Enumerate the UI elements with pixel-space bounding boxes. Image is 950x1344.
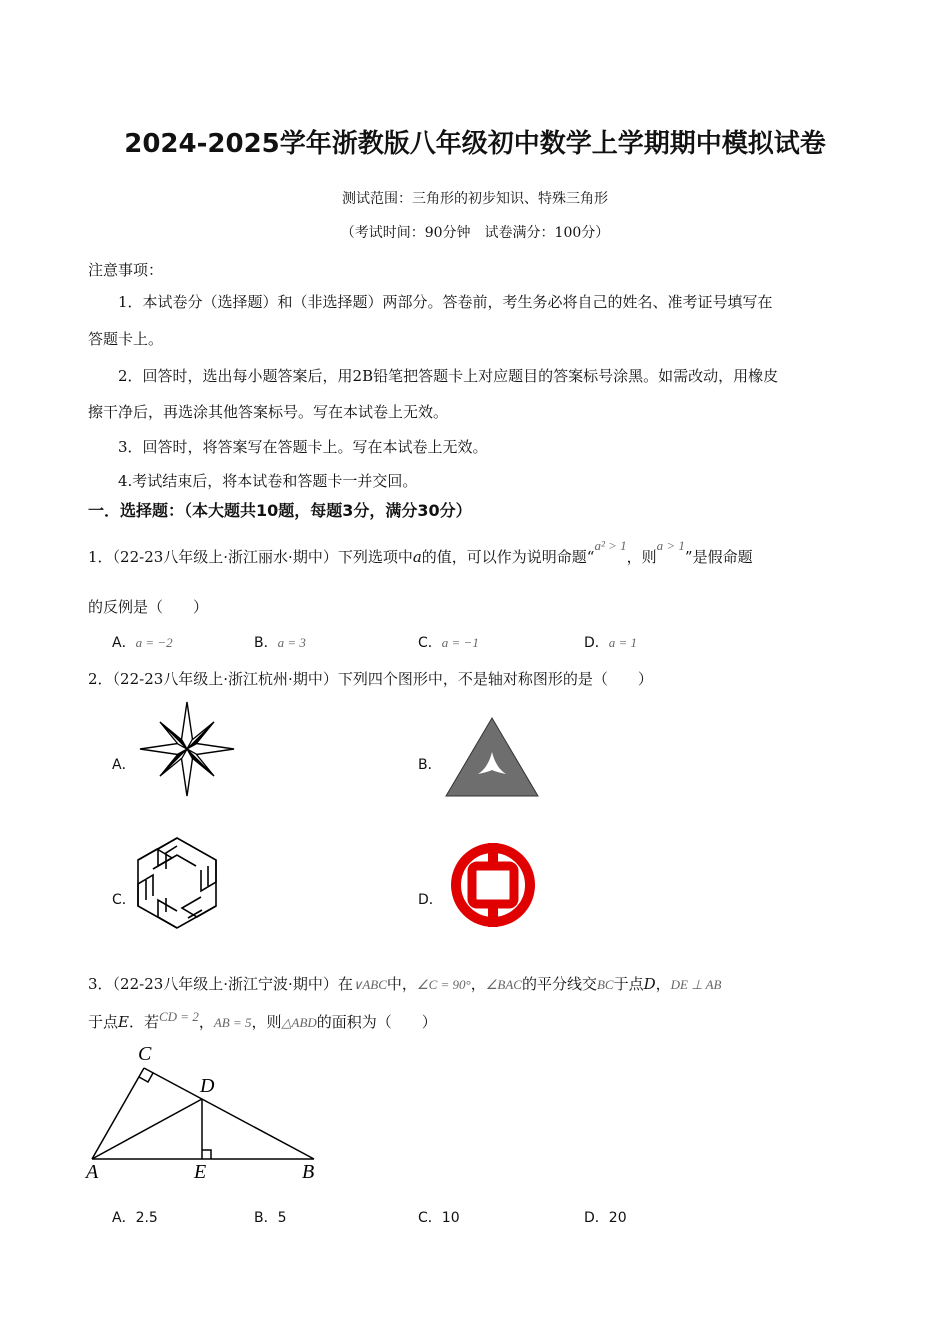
label-d: D [200, 1075, 215, 1097]
q1-option-c[interactable] [418, 632, 479, 652]
q3-option-c-label: C． [418, 1210, 442, 1226]
q3-option-b-value: 5 [277, 1210, 287, 1226]
q1-option-d[interactable] [584, 632, 637, 652]
q1-option-b[interactable] [254, 632, 306, 652]
triangle-figure [444, 716, 540, 798]
hexagon-spiral-figure [136, 836, 218, 930]
question-3-math-4: BC [596, 977, 614, 992]
question-1-math-1: a² > 1 [594, 538, 627, 553]
notes-heading: 注意事项： [88, 261, 164, 279]
question-3-math-5: DE ⊥ AB [670, 977, 722, 992]
question-1-text: （22-23八年级上·浙江丽水·期中）下列选项中 [112, 548, 413, 566]
q3-option-d[interactable] [584, 1207, 627, 1227]
question-3-text-9: ， [198, 1013, 214, 1031]
label-a: A [86, 1161, 99, 1182]
question-3-text-2: 中， [386, 975, 417, 993]
q2-option-c-label[interactable]: C． [112, 892, 136, 908]
question-3-math-2: ∠C = 90° [416, 977, 471, 992]
q1-option-c-label: C． [418, 635, 442, 651]
q3-option-d-value: 20 [608, 1210, 627, 1226]
label-b: B [302, 1161, 315, 1182]
q3-option-a-value: 2.5 [135, 1210, 158, 1226]
q2-option-b-label[interactable]: B． [418, 757, 442, 773]
q2-option-d-label[interactable]: D． [418, 892, 443, 908]
question-1-text-2: 的值，可以作为说明命题“ [421, 548, 595, 566]
note-1-line-1: 1．本试卷分（选择题）和（非选择题）两部分。答卷前，考生务必将自己的姓名、准考证号填写在 [118, 293, 773, 311]
page-title: 2024-2025学年浙教版八年级初中数学上学期期中模拟试卷 [124, 129, 826, 159]
question-3-math-3: ∠BAC [485, 977, 522, 992]
question-3-math-8: △ABD [281, 1015, 317, 1030]
question-1-math-2: a > 1 [656, 538, 685, 553]
question-1-line-2: 的反例是（ ） [88, 598, 209, 616]
question-3-text-7: 于点 [88, 1013, 119, 1031]
note-2-line-2: 擦干净后，再选涂其他答案标号。写在本试卷上无效。 [88, 403, 449, 421]
question-1-var-a: a [412, 548, 422, 566]
question-3-text-5: 于点 [613, 975, 644, 993]
q1-option-c-value: a = −1 [441, 635, 479, 650]
q1-option-d-label: D． [584, 635, 609, 651]
label-c: C [138, 1043, 152, 1065]
q3-option-d-label: D． [584, 1210, 609, 1226]
test-scope: 测试范围：三角形的初步知识、特殊三角形 [342, 191, 608, 207]
q2-option-a-label[interactable]: A． [112, 757, 136, 773]
question-3-text-8: ．若 [128, 1013, 159, 1031]
question-3-text-10: ，则 [251, 1013, 282, 1031]
right-angle-mark-e [202, 1150, 211, 1159]
q1-option-a[interactable] [112, 632, 173, 652]
question-3-math-6: CD = 2 [158, 1009, 199, 1024]
q3-option-c[interactable] [418, 1207, 460, 1227]
note-3: 3．回答时，将答案写在答题卡上。写在本试卷上无效。 [118, 438, 488, 456]
side-cb [144, 1068, 314, 1159]
q3-option-a-label: A． [112, 1210, 136, 1226]
compass-star-figure [138, 700, 236, 798]
q1-option-b-label: B． [254, 635, 278, 651]
q3-option-c-value: 10 [441, 1210, 460, 1226]
note-2-line-1: 2．回答时，选出每小题答案后，用2B铅笔把答题卡上对应题目的答案标号涂黑。如需改动，用橡皮 [118, 367, 779, 385]
question-2-text: （22-23八年级上·浙江杭州·期中）下列四个图形中，不是轴对称图形的是（ ） [112, 670, 653, 688]
question-1-number: 1． [88, 548, 113, 566]
q3-option-b[interactable] [254, 1207, 287, 1227]
question-3-line-2 [88, 1011, 437, 1032]
q3-option-b-label: B． [254, 1210, 278, 1226]
question-3-math-7: AB = 5 [213, 1015, 252, 1030]
question-1-text-4: ”是假命题 [684, 548, 753, 566]
q1-option-a-label: A． [112, 635, 136, 651]
question-3-text-1: （22-23八年级上·浙江宁波·期中）在 [112, 975, 353, 993]
q1-option-d-value: a = 1 [608, 635, 638, 650]
section-1-heading: 一．选择题：（本大题共10题，每题3分，满分30分） [88, 501, 472, 520]
question-3-text-6: ， [655, 975, 671, 993]
question-3-text-4: 的平分线交 [521, 975, 597, 993]
question-3-number: 3． [88, 975, 113, 993]
time-and-score: （考试时间：90分钟 试卷满分：100分） [340, 225, 610, 241]
q3-option-a[interactable] [112, 1207, 158, 1227]
question-3-line-1 [88, 973, 721, 994]
question-3-var-e: E [118, 1013, 129, 1031]
question-2-line [88, 668, 653, 689]
question-2-number: 2． [88, 670, 113, 688]
question-3-var-d: D [643, 975, 656, 993]
q1-option-b-value: a = 3 [277, 635, 306, 650]
note-4: 4.考试结束后，将本试卷和答题卡一并交回。 [118, 472, 418, 490]
triangle-abc-diagram [84, 1040, 324, 1182]
question-3-math-1: ∨ABC [352, 977, 387, 992]
question-1-line-1 [88, 538, 753, 567]
question-3-text-11: 的面积为（ ） [316, 1013, 437, 1031]
label-e: E [194, 1161, 207, 1182]
bank-of-china-logo-figure [447, 839, 539, 931]
question-1-text-3: ，则 [626, 548, 657, 566]
question-3-text-3: ， [470, 975, 486, 993]
q1-option-a-value: a = −2 [135, 635, 173, 650]
note-1-line-2: 答题卡上。 [88, 330, 164, 348]
